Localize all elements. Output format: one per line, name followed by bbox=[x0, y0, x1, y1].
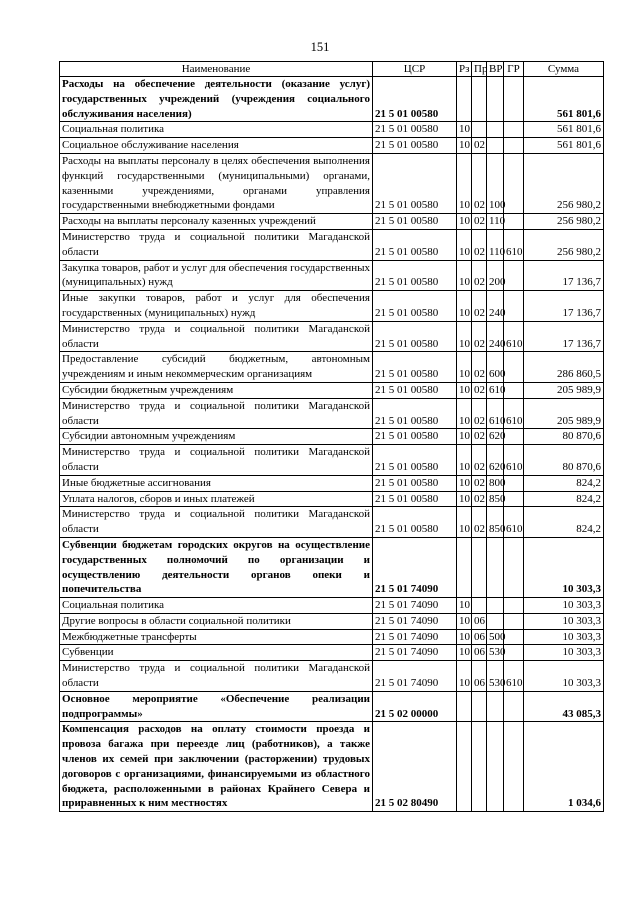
cell-csr: 21 5 01 00580 bbox=[373, 491, 457, 507]
table-row bbox=[60, 661, 604, 692]
cell-sum: 10 303,3 bbox=[524, 645, 604, 661]
cell-rz: 10 bbox=[457, 645, 472, 661]
cell-sum: 256 980,2 bbox=[524, 229, 604, 260]
cell-pr: 02 bbox=[472, 352, 487, 383]
budget-table bbox=[59, 61, 604, 812]
cell-pr: 02 bbox=[472, 475, 487, 491]
cell-pr: 02 bbox=[472, 260, 487, 291]
table-row bbox=[60, 475, 604, 491]
cell-rz: 10 bbox=[457, 445, 472, 476]
cell-gr bbox=[504, 722, 524, 812]
cell-vr: 800 bbox=[487, 475, 504, 491]
table-row bbox=[60, 445, 604, 476]
cell-rz: 10 bbox=[457, 122, 472, 138]
cell-name: Социальное обслуживание населения bbox=[60, 138, 373, 154]
cell-csr: 21 5 01 74090 bbox=[373, 629, 457, 645]
cell-csr: 21 5 01 74090 bbox=[373, 613, 457, 629]
cell-csr: 21 5 01 00580 bbox=[373, 445, 457, 476]
table-row bbox=[60, 613, 604, 629]
cell-gr: 610 bbox=[504, 661, 524, 692]
cell-name: Субсидии бюджетным учреждениям bbox=[60, 382, 373, 398]
cell-csr: 21 5 01 00580 bbox=[373, 138, 457, 154]
cell-name: Министерство труда и социальной политики Магаданской области bbox=[60, 398, 373, 429]
cell-gr bbox=[504, 645, 524, 661]
cell-sum: 10 303,3 bbox=[524, 613, 604, 629]
cell-rz: 10 bbox=[457, 382, 472, 398]
table-row bbox=[60, 691, 604, 722]
cell-gr bbox=[504, 260, 524, 291]
table-row bbox=[60, 537, 604, 597]
cell-rz bbox=[457, 77, 472, 122]
cell-pr bbox=[472, 722, 487, 812]
cell-gr bbox=[504, 475, 524, 491]
cell-name: Уплата налогов, сборов и иных платежей bbox=[60, 491, 373, 507]
cell-gr bbox=[504, 598, 524, 614]
header-rz: Рз bbox=[457, 62, 472, 77]
cell-gr bbox=[504, 291, 524, 322]
cell-pr: 02 bbox=[472, 229, 487, 260]
cell-gr: 610 bbox=[504, 507, 524, 538]
cell-rz bbox=[457, 722, 472, 812]
cell-csr: 21 5 01 00580 bbox=[373, 475, 457, 491]
cell-gr bbox=[504, 691, 524, 722]
cell-vr: 600 bbox=[487, 352, 504, 383]
header-row bbox=[60, 62, 604, 77]
table-row bbox=[60, 214, 604, 230]
cell-gr bbox=[504, 537, 524, 597]
cell-name: Субвенции bbox=[60, 645, 373, 661]
cell-gr bbox=[504, 629, 524, 645]
cell-pr bbox=[472, 77, 487, 122]
cell-gr: 610 bbox=[504, 229, 524, 260]
cell-gr bbox=[504, 491, 524, 507]
cell-sum: 80 870,6 bbox=[524, 445, 604, 476]
cell-vr bbox=[487, 613, 504, 629]
cell-name: Министерство труда и социальной политики Магаданской области bbox=[60, 661, 373, 692]
cell-vr: 100 bbox=[487, 153, 504, 213]
cell-name: Другие вопросы в области социальной политики bbox=[60, 613, 373, 629]
cell-rz: 10 bbox=[457, 613, 472, 629]
cell-csr: 21 5 01 00580 bbox=[373, 398, 457, 429]
table-row bbox=[60, 260, 604, 291]
header-vr: ВР bbox=[487, 62, 504, 77]
cell-gr bbox=[504, 382, 524, 398]
cell-vr: 620 bbox=[487, 445, 504, 476]
cell-rz bbox=[457, 537, 472, 597]
cell-csr: 21 5 01 00580 bbox=[373, 291, 457, 322]
cell-rz: 10 bbox=[457, 291, 472, 322]
cell-name: Субвенции бюджетам городских округов на осуществление государственных полномочий по организации и осуществлению деятельности органов опеки и попечительства bbox=[60, 537, 373, 597]
cell-sum: 10 303,3 bbox=[524, 629, 604, 645]
cell-rz: 10 bbox=[457, 429, 472, 445]
cell-csr: 21 5 01 74090 bbox=[373, 598, 457, 614]
cell-sum: 80 870,6 bbox=[524, 429, 604, 445]
table-row bbox=[60, 629, 604, 645]
cell-pr: 02 bbox=[472, 153, 487, 213]
table-row bbox=[60, 722, 604, 812]
cell-vr: 500 bbox=[487, 629, 504, 645]
table-row bbox=[60, 491, 604, 507]
cell-name: Основное мероприятие «Обеспечение реализации подпрограммы» bbox=[60, 691, 373, 722]
cell-vr: 850 bbox=[487, 491, 504, 507]
cell-vr bbox=[487, 122, 504, 138]
cell-rz: 10 bbox=[457, 138, 472, 154]
table-row bbox=[60, 153, 604, 213]
cell-vr bbox=[487, 722, 504, 812]
cell-pr: 06 bbox=[472, 661, 487, 692]
cell-vr: 530 bbox=[487, 661, 504, 692]
cell-gr bbox=[504, 352, 524, 383]
cell-pr: 02 bbox=[472, 398, 487, 429]
cell-sum: 17 136,7 bbox=[524, 291, 604, 322]
header-name: Наименование bbox=[60, 62, 373, 77]
cell-csr: 21 5 02 00000 bbox=[373, 691, 457, 722]
cell-gr bbox=[504, 77, 524, 122]
cell-sum: 10 303,3 bbox=[524, 661, 604, 692]
cell-pr: 02 bbox=[472, 429, 487, 445]
cell-sum: 824,2 bbox=[524, 491, 604, 507]
cell-gr: 610 bbox=[504, 445, 524, 476]
table-row bbox=[60, 598, 604, 614]
table-row bbox=[60, 645, 604, 661]
table-row bbox=[60, 122, 604, 138]
table-row bbox=[60, 398, 604, 429]
page-number: 151 bbox=[310, 40, 330, 54]
cell-name: Предоставление субсидий бюджетным, автономным учреждениям и иным некоммерческим организациям bbox=[60, 352, 373, 383]
header-sum: Сумма bbox=[524, 62, 604, 77]
table-row bbox=[60, 429, 604, 445]
cell-sum: 205 989,9 bbox=[524, 382, 604, 398]
cell-name: Расходы на выплаты персоналу в целях обеспечения выполнения функций государственными (муниципальными) органами, казенными учреждениями, органами управления государственными внебюджетными фондами bbox=[60, 153, 373, 213]
cell-rz: 10 bbox=[457, 321, 472, 352]
cell-sum: 561 801,6 bbox=[524, 138, 604, 154]
cell-csr: 21 5 01 00580 bbox=[373, 77, 457, 122]
cell-gr bbox=[504, 429, 524, 445]
cell-name: Компенсация расходов на оплату стоимости проезда и провоза багажа при переезде лиц (работников), а также членов их семей при заключении (расторжении) трудовых договоров с организациями, финансируемыми из областного бюджета, расположенными в районах Крайнего Севера и приравненных к ним местностях bbox=[60, 722, 373, 812]
header-csr: ЦСР bbox=[373, 62, 457, 77]
cell-pr: 02 bbox=[472, 214, 487, 230]
cell-pr: 02 bbox=[472, 507, 487, 538]
table-row bbox=[60, 77, 604, 122]
cell-csr: 21 5 01 00580 bbox=[373, 507, 457, 538]
cell-csr: 21 5 01 00580 bbox=[373, 260, 457, 291]
cell-csr: 21 5 01 74090 bbox=[373, 645, 457, 661]
cell-pr bbox=[472, 598, 487, 614]
cell-csr: 21 5 02 80490 bbox=[373, 722, 457, 812]
cell-rz: 10 bbox=[457, 398, 472, 429]
cell-rz: 10 bbox=[457, 598, 472, 614]
cell-vr: 240 bbox=[487, 321, 504, 352]
cell-sum: 10 303,3 bbox=[524, 537, 604, 597]
cell-name: Иные закупки товаров, работ и услуг для обеспечения государственных (муниципальных) нужд bbox=[60, 291, 373, 322]
cell-csr: 21 5 01 00580 bbox=[373, 122, 457, 138]
cell-rz: 10 bbox=[457, 507, 472, 538]
cell-gr bbox=[504, 153, 524, 213]
cell-rz: 10 bbox=[457, 153, 472, 213]
table-row bbox=[60, 229, 604, 260]
cell-sum: 17 136,7 bbox=[524, 260, 604, 291]
cell-pr: 02 bbox=[472, 382, 487, 398]
cell-pr: 02 bbox=[472, 445, 487, 476]
cell-name: Министерство труда и социальной политики Магаданской области bbox=[60, 321, 373, 352]
cell-rz bbox=[457, 691, 472, 722]
cell-pr: 02 bbox=[472, 321, 487, 352]
cell-gr bbox=[504, 138, 524, 154]
cell-sum: 824,2 bbox=[524, 507, 604, 538]
cell-sum: 561 801,6 bbox=[524, 122, 604, 138]
table-row bbox=[60, 138, 604, 154]
cell-name: Министерство труда и социальной политики Магаданской области bbox=[60, 229, 373, 260]
cell-name: Социальная политика bbox=[60, 598, 373, 614]
cell-sum: 256 980,2 bbox=[524, 214, 604, 230]
cell-pr bbox=[472, 691, 487, 722]
cell-csr: 21 5 01 00580 bbox=[373, 429, 457, 445]
cell-name: Расходы на обеспечение деятельности (оказание услуг) государственных учреждений (учреждения социального обслуживания населения) bbox=[60, 77, 373, 122]
cell-csr: 21 5 01 00580 bbox=[373, 352, 457, 383]
header-gr: ГР bbox=[504, 62, 524, 77]
cell-pr: 06 bbox=[472, 613, 487, 629]
cell-vr: 530 bbox=[487, 645, 504, 661]
cell-csr: 21 5 01 00580 bbox=[373, 382, 457, 398]
cell-vr: 240 bbox=[487, 291, 504, 322]
cell-rz: 10 bbox=[457, 214, 472, 230]
cell-csr: 21 5 01 00580 bbox=[373, 153, 457, 213]
cell-sum: 17 136,7 bbox=[524, 321, 604, 352]
table-row bbox=[60, 352, 604, 383]
cell-gr: 610 bbox=[504, 398, 524, 429]
cell-pr: 06 bbox=[472, 645, 487, 661]
cell-name: Иные бюджетные ассигнования bbox=[60, 475, 373, 491]
cell-vr: 610 bbox=[487, 398, 504, 429]
table-row bbox=[60, 321, 604, 352]
cell-vr: 620 bbox=[487, 429, 504, 445]
cell-name: Министерство труда и социальной политики Магаданской области bbox=[60, 445, 373, 476]
table-row bbox=[60, 382, 604, 398]
cell-rz: 10 bbox=[457, 491, 472, 507]
header-pr: Пр bbox=[472, 62, 487, 77]
cell-gr bbox=[504, 122, 524, 138]
cell-rz: 10 bbox=[457, 260, 472, 291]
cell-vr bbox=[487, 77, 504, 122]
cell-name: Министерство труда и социальной политики Магаданской области bbox=[60, 507, 373, 538]
cell-sum: 205 989,9 bbox=[524, 398, 604, 429]
cell-vr bbox=[487, 598, 504, 614]
cell-sum: 824,2 bbox=[524, 475, 604, 491]
cell-csr: 21 5 01 00580 bbox=[373, 321, 457, 352]
cell-rz: 10 bbox=[457, 352, 472, 383]
cell-vr bbox=[487, 138, 504, 154]
table-row bbox=[60, 291, 604, 322]
cell-pr bbox=[472, 537, 487, 597]
cell-name: Субсидии автономным учреждениям bbox=[60, 429, 373, 445]
cell-gr bbox=[504, 214, 524, 230]
cell-rz: 10 bbox=[457, 229, 472, 260]
cell-vr: 110 bbox=[487, 214, 504, 230]
cell-pr bbox=[472, 122, 487, 138]
cell-sum: 43 085,3 bbox=[524, 691, 604, 722]
cell-csr: 21 5 01 00580 bbox=[373, 229, 457, 260]
cell-pr: 02 bbox=[472, 138, 487, 154]
cell-vr: 200 bbox=[487, 260, 504, 291]
cell-name: Межбюджетные трансферты bbox=[60, 629, 373, 645]
cell-sum: 286 860,5 bbox=[524, 352, 604, 383]
cell-rz: 10 bbox=[457, 629, 472, 645]
cell-vr bbox=[487, 691, 504, 722]
cell-csr: 21 5 01 00580 bbox=[373, 214, 457, 230]
cell-csr: 21 5 01 74090 bbox=[373, 661, 457, 692]
cell-vr: 110 bbox=[487, 229, 504, 260]
cell-pr: 02 bbox=[472, 491, 487, 507]
cell-sum: 561 801,6 bbox=[524, 77, 604, 122]
cell-vr: 850 bbox=[487, 507, 504, 538]
cell-name: Расходы на выплаты персоналу казенных учреждений bbox=[60, 214, 373, 230]
cell-name: Социальная политика bbox=[60, 122, 373, 138]
cell-vr bbox=[487, 537, 504, 597]
cell-name: Закупка товаров, работ и услуг для обеспечения государственных (муниципальных) нужд bbox=[60, 260, 373, 291]
cell-gr bbox=[504, 613, 524, 629]
cell-csr: 21 5 01 74090 bbox=[373, 537, 457, 597]
cell-pr: 02 bbox=[472, 291, 487, 322]
cell-sum: 10 303,3 bbox=[524, 598, 604, 614]
cell-rz: 10 bbox=[457, 475, 472, 491]
cell-vr: 610 bbox=[487, 382, 504, 398]
cell-gr: 610 bbox=[504, 321, 524, 352]
cell-pr: 06 bbox=[472, 629, 487, 645]
cell-sum: 256 980,2 bbox=[524, 153, 604, 213]
cell-sum: 1 034,6 bbox=[524, 722, 604, 812]
cell-rz: 10 bbox=[457, 661, 472, 692]
table-row bbox=[60, 507, 604, 538]
